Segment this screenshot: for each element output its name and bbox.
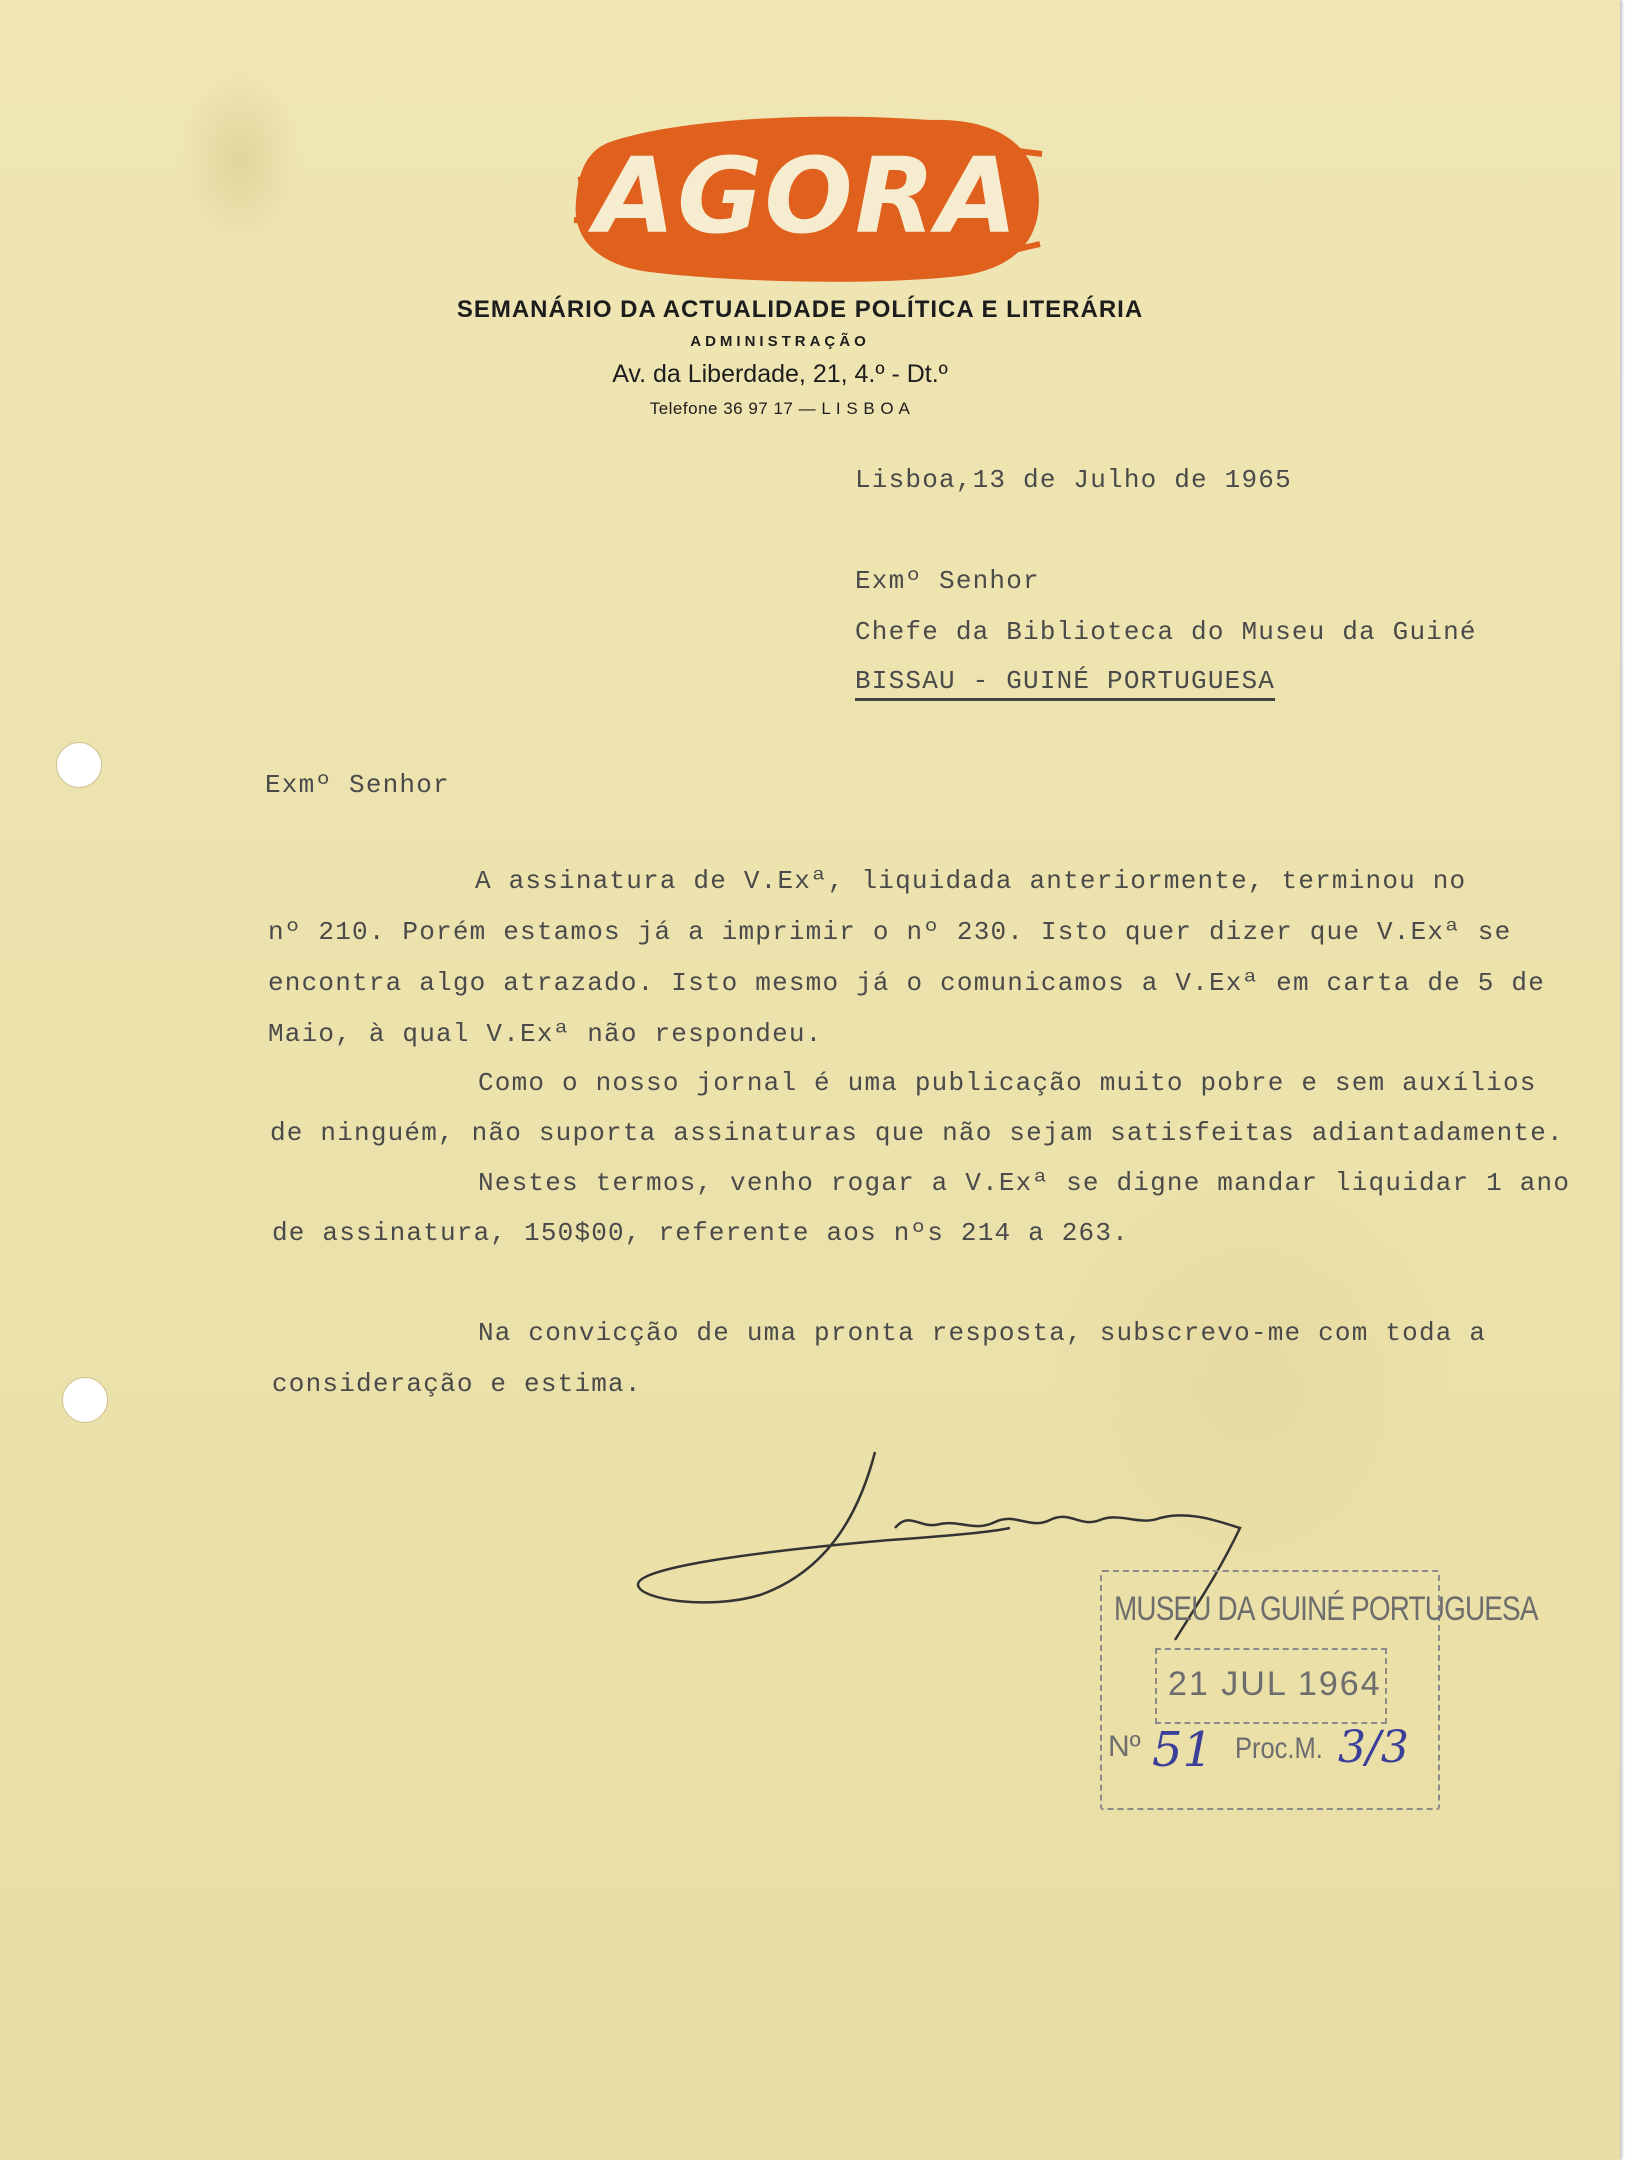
stamp-number-value: 51	[1152, 1722, 1214, 1778]
place-date: Lisboa,13 de Julho de 1965	[855, 465, 1292, 495]
body-line: Nestes termos, venho rogar a V.Exª se digne mandar liquidar 1 ano	[478, 1168, 1571, 1198]
body-line: nº 210. Porém estamos já a imprimir o nº 230. Isto quer dizer que V.Exª se	[268, 917, 1512, 947]
stamp-date: 21 JUL 1964	[1168, 1665, 1382, 1703]
agora-logo	[570, 110, 1045, 285]
body-line: A assinatura de V.Exª, liquidada anteriormente, terminou no	[475, 866, 1467, 896]
masthead-address: Av. da Liberdade, 21, 4.º - Dt.º	[612, 360, 948, 388]
masthead-subtitle: SEMANÁRIO DA ACTUALIDADE POLÍTICA E LITERÁRIA	[456, 296, 1144, 323]
punch-hole-top	[56, 742, 102, 788]
body-line: encontra algo atrazado. Isto mesmo já o comunicamos a V.Exª em carta de 5 de	[268, 968, 1545, 998]
recipient-location: BISSAU - GUINÉ PORTUGUESA	[855, 666, 1275, 701]
body-line: de assinatura, 150$00, referente aos nºs 214 a 263.	[272, 1218, 1129, 1248]
recipient-title: Chefe da Biblioteca do Museu da Guiné	[855, 617, 1477, 647]
agora-logo-text: AGORA	[594, 135, 1020, 257]
masthead-phone: Telefone 36 97 17 — L I S B O A	[649, 399, 911, 418]
archive-stamp	[1100, 1570, 1538, 1810]
body-line: consideração e estima.	[272, 1369, 642, 1399]
body-line: Na convicção de uma pronta resposta, subscrevo-me com toda a	[478, 1318, 1487, 1348]
masthead-department: ADMINISTRAÇÃO	[690, 333, 870, 350]
stamp-institution: MUSEU DA GUINÉ PORTUGUESA	[1114, 1590, 1538, 1628]
stamp-process-label: Proc.M.	[1235, 1732, 1323, 1765]
recipient-salutation: Exmº Senhor	[855, 566, 1040, 596]
body-line: Como o nosso jornal é uma publicação muito pobre e sem auxílios	[478, 1068, 1537, 1098]
greeting: Exmº Senhor	[265, 770, 450, 800]
stamp-number-label: Nº	[1108, 1730, 1141, 1763]
body-line: Maio, à qual V.Exª não respondeu.	[268, 1019, 823, 1049]
body-line: de ninguém, não suporta assinaturas que não sejam satisfeitas adiantadamente.	[270, 1118, 1564, 1148]
punch-hole-bottom	[62, 1377, 108, 1423]
stamp-process-value: 3/3	[1338, 1722, 1409, 1773]
